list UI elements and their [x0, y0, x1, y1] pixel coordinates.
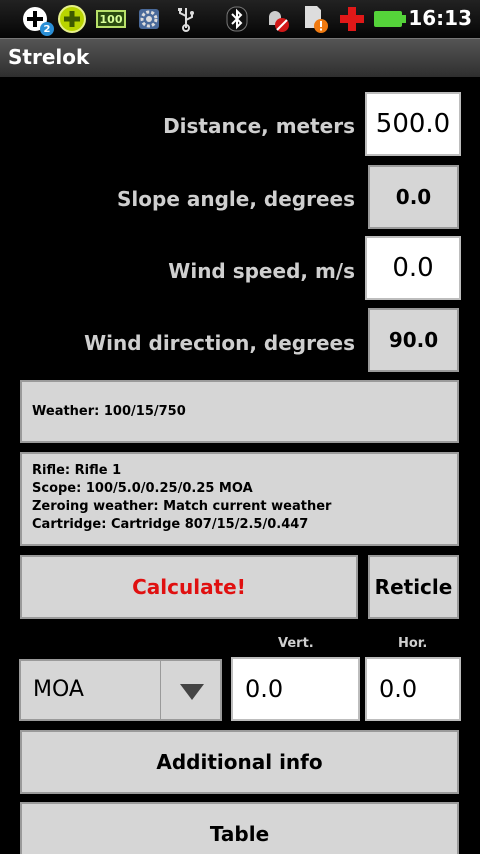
rifle-text: Rifle: Rifle 1	[32, 463, 122, 478]
slope-angle-button[interactable]: 0.0	[368, 165, 459, 229]
select-divider	[160, 661, 161, 719]
wind-speed-label: Wind speed, m/s	[168, 259, 355, 283]
notification-badge: 2	[40, 22, 54, 36]
wind-direction-label: Wind direction, degrees	[84, 331, 355, 355]
weather-panel[interactable]	[20, 380, 459, 443]
slope-angle-label: Slope angle, degrees	[117, 187, 355, 211]
medical-cross-icon	[338, 5, 366, 33]
hor-correction-field[interactable]: 0.0	[365, 657, 461, 721]
scope-text: Scope: 100/5.0/0.25/0.25 MOA	[32, 481, 253, 496]
wind-speed-input[interactable]: 0.0	[365, 236, 461, 300]
add-green-icon	[56, 5, 88, 33]
battery-100-icon	[94, 5, 128, 33]
battery-percent-text: 100	[96, 10, 126, 28]
battery-icon	[372, 5, 408, 33]
weather-text: Weather: 100/15/750	[32, 403, 186, 419]
zeroing-weather-text: Zeroing weather: Match current weather	[32, 499, 332, 514]
distance-input[interactable]: 500.0	[365, 92, 461, 156]
status-bar	[0, 0, 480, 38]
rifle-info-panel[interactable]	[20, 452, 459, 546]
cartridge-text: Cartridge: Cartridge 807/15/2.5/0.447	[32, 517, 309, 532]
calculate-button[interactable]: Calculate!	[20, 555, 358, 619]
vert-correction-field[interactable]: 0.0	[231, 657, 360, 721]
settings-gear-icon	[134, 5, 164, 33]
units-selected-value: MOA	[33, 677, 84, 702]
usb-icon	[172, 5, 200, 33]
hor-label: Hor.	[398, 636, 428, 651]
title-bar	[0, 38, 480, 77]
table-button[interactable]: Table	[20, 802, 459, 854]
additional-info-button[interactable]: Additional info	[20, 730, 459, 794]
dropdown-arrow-icon	[179, 683, 205, 705]
reticle-button[interactable]: Reticle	[368, 555, 459, 619]
distance-label: Distance, meters	[163, 114, 355, 138]
app-title: Strelok	[8, 45, 90, 69]
alarm-off-icon	[260, 5, 292, 33]
bluetooth-icon	[224, 5, 250, 33]
units-select[interactable]	[19, 659, 222, 721]
vert-label: Vert.	[278, 636, 314, 651]
sd-card-warning-icon	[300, 5, 334, 33]
clock: 16:13	[408, 6, 472, 30]
wind-direction-button[interactable]: 90.0	[368, 308, 459, 372]
